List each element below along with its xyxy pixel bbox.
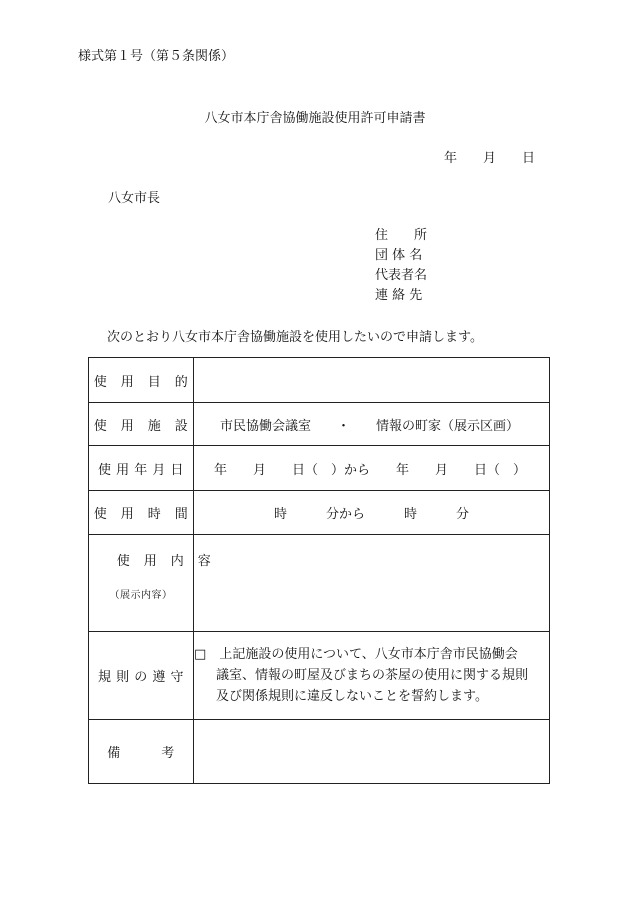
pledge-line-1: 上記施設の使用について、八女市本庁舎市民協働会	[219, 647, 518, 662]
content-field[interactable]	[194, 535, 550, 632]
intro-text: 次のとおり八女市本庁舎協働施設を使用したいので申請します。	[107, 330, 483, 345]
document-title: 八女市本庁舎協働施設使用許可申請書	[204, 111, 426, 126]
pledge-line-2: 議室、情報の町屋及びまちの茶屋の使用に関する規則	[216, 668, 529, 683]
date-day: 日	[522, 151, 536, 166]
purpose-row	[89, 358, 550, 403]
purpose-label: 使 用 目 的	[89, 358, 194, 403]
applicant-block	[375, 226, 427, 306]
date-line	[444, 147, 535, 166]
rules-row	[89, 632, 550, 720]
form-number: 様式第１号（第５条関係）	[78, 49, 235, 64]
remarks-label: 備 考	[89, 720, 194, 784]
content-label	[89, 535, 212, 632]
remarks-field[interactable]	[194, 720, 550, 784]
content-sublabel: （展示内容）	[109, 590, 173, 601]
date-row	[89, 446, 550, 491]
content-row	[89, 535, 550, 632]
pledge-checkbox[interactable]: □	[194, 647, 207, 662]
use-date-field[interactable]: 年 月 日（ ）から 年 月 日（ ）	[194, 446, 550, 491]
time-row	[89, 491, 550, 535]
content-label-main: 使 用 内 容	[116, 554, 212, 569]
use-time-field[interactable]: 時 分から 時 分	[194, 491, 550, 535]
rules-pledge	[194, 632, 550, 720]
applicant-contact-label: 連 絡 先	[375, 288, 423, 303]
addressee: 八女市長	[108, 191, 161, 206]
applicant-representative-label: 代表者名	[375, 268, 428, 283]
facility-label: 使 用 施 設	[89, 403, 194, 446]
pledge-line-3: 及び関係規則に違反しないことを誓約します。	[216, 689, 488, 704]
application-table	[88, 357, 550, 784]
date-month: 月	[483, 151, 497, 166]
date-year: 年	[444, 151, 458, 166]
applicant-org-label: 団 体 名	[375, 248, 423, 263]
facility-row	[89, 403, 550, 446]
use-time-label: 使 用 時 間	[89, 491, 194, 535]
rules-label: 規 則 の 遵 守	[89, 632, 194, 720]
use-date-label: 使 用 年 月 日	[89, 446, 194, 491]
purpose-field[interactable]	[194, 358, 550, 403]
remarks-row	[89, 720, 550, 784]
facility-field[interactable]: 市民協働会議室 ・ 情報の町家（展示区画）	[194, 403, 550, 446]
applicant-address-label: 住 所	[375, 228, 428, 243]
